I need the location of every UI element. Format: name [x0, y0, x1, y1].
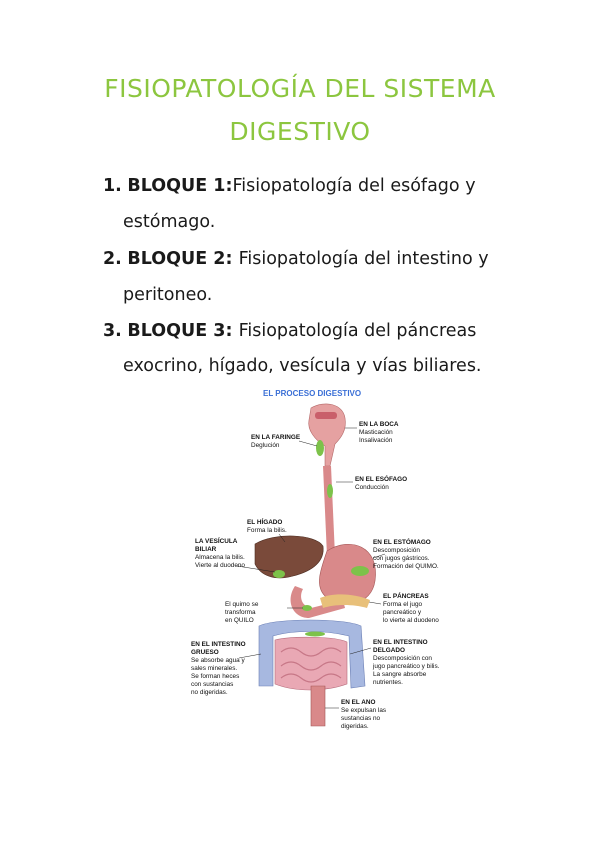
figure-title: EL PROCESO DIGESTIVO	[263, 389, 362, 398]
intestine-content	[305, 632, 325, 637]
list-item-continuation: peritoneo.	[123, 285, 213, 305]
label-ano: EN EL ANO Se expulsan las sustancias no digeridas.	[341, 699, 387, 730]
label-pancreas: EL PÁNCREAS Forma el jugo pancreático y lo vierte al duodeno	[383, 593, 439, 624]
rectum-shape	[311, 686, 325, 726]
block-label: BLOQUE 1	[127, 176, 226, 196]
list-item-bloque-3	[103, 313, 493, 350]
label-intestino-delgado: EN EL INTESTINO DELGADO Descomposición con jugo pancreático y bilis. La sangre absorbe nutrientes.	[373, 639, 440, 686]
label-quilo: El quimo se transforma en QUILO	[225, 601, 259, 624]
tongue-shape	[315, 412, 337, 419]
digestive-process-figure	[175, 386, 455, 738]
list-item-continuation: exocrino, hígado, vesícula y vías biliares.	[123, 356, 482, 376]
block-separator: :	[225, 176, 233, 196]
list-number: 2.	[103, 249, 122, 269]
label-higado: EL HÍGADO Forma la bilis.	[247, 519, 287, 534]
list-item-continuation: estómago.	[123, 212, 216, 232]
esophagus-shape	[323, 466, 335, 556]
label-vesicula: LA VESÍCULA BILIAR Almacena la bilis. Vierte al duodeno	[195, 538, 245, 569]
esophagus-bolus	[327, 484, 333, 498]
block-label: BLOQUE 3	[127, 321, 226, 341]
block-label: BLOQUE 2	[127, 249, 226, 269]
list-number: 3.	[103, 321, 122, 341]
label-intestino-grueso: EN EL INTESTINO GRUESO Se absorbe agua y sales minerales. Se forman heces con sustancias no digeridas.	[191, 641, 246, 696]
label-boca: EN LA BOCA Masticación Insalivación	[359, 421, 399, 444]
block-separator: :	[225, 249, 239, 269]
chyle-marker	[302, 605, 312, 611]
page-title-line-2: DIGESTIVO	[229, 117, 371, 146]
list-number: 1.	[103, 176, 122, 196]
label-faringe: EN LA FARINGE Deglución	[251, 434, 301, 449]
list-item-bloque-2	[103, 241, 493, 278]
block-separator: :	[225, 321, 239, 341]
gallbladder-shape	[273, 570, 285, 578]
stomach-content	[351, 566, 369, 576]
pharynx-bolus	[316, 440, 324, 456]
block-text: Fisiopatología del intestino y	[238, 249, 489, 269]
liver-shape	[255, 536, 323, 578]
page-title-line-1: FISIOPATOLOGÍA DEL SISTEMA	[104, 74, 496, 103]
block-text: Fisiopatología del esófago y	[232, 176, 476, 196]
label-esofago: EN EL ESÓFAGO Conducción	[355, 476, 408, 491]
block-text: Fisiopatología del páncreas	[238, 321, 477, 341]
label-estomago: EN EL ESTÓMAGO Descomposición con jugos gástricos. Formación del QUIMO.	[373, 539, 439, 570]
list-item-bloque-1	[103, 168, 493, 205]
